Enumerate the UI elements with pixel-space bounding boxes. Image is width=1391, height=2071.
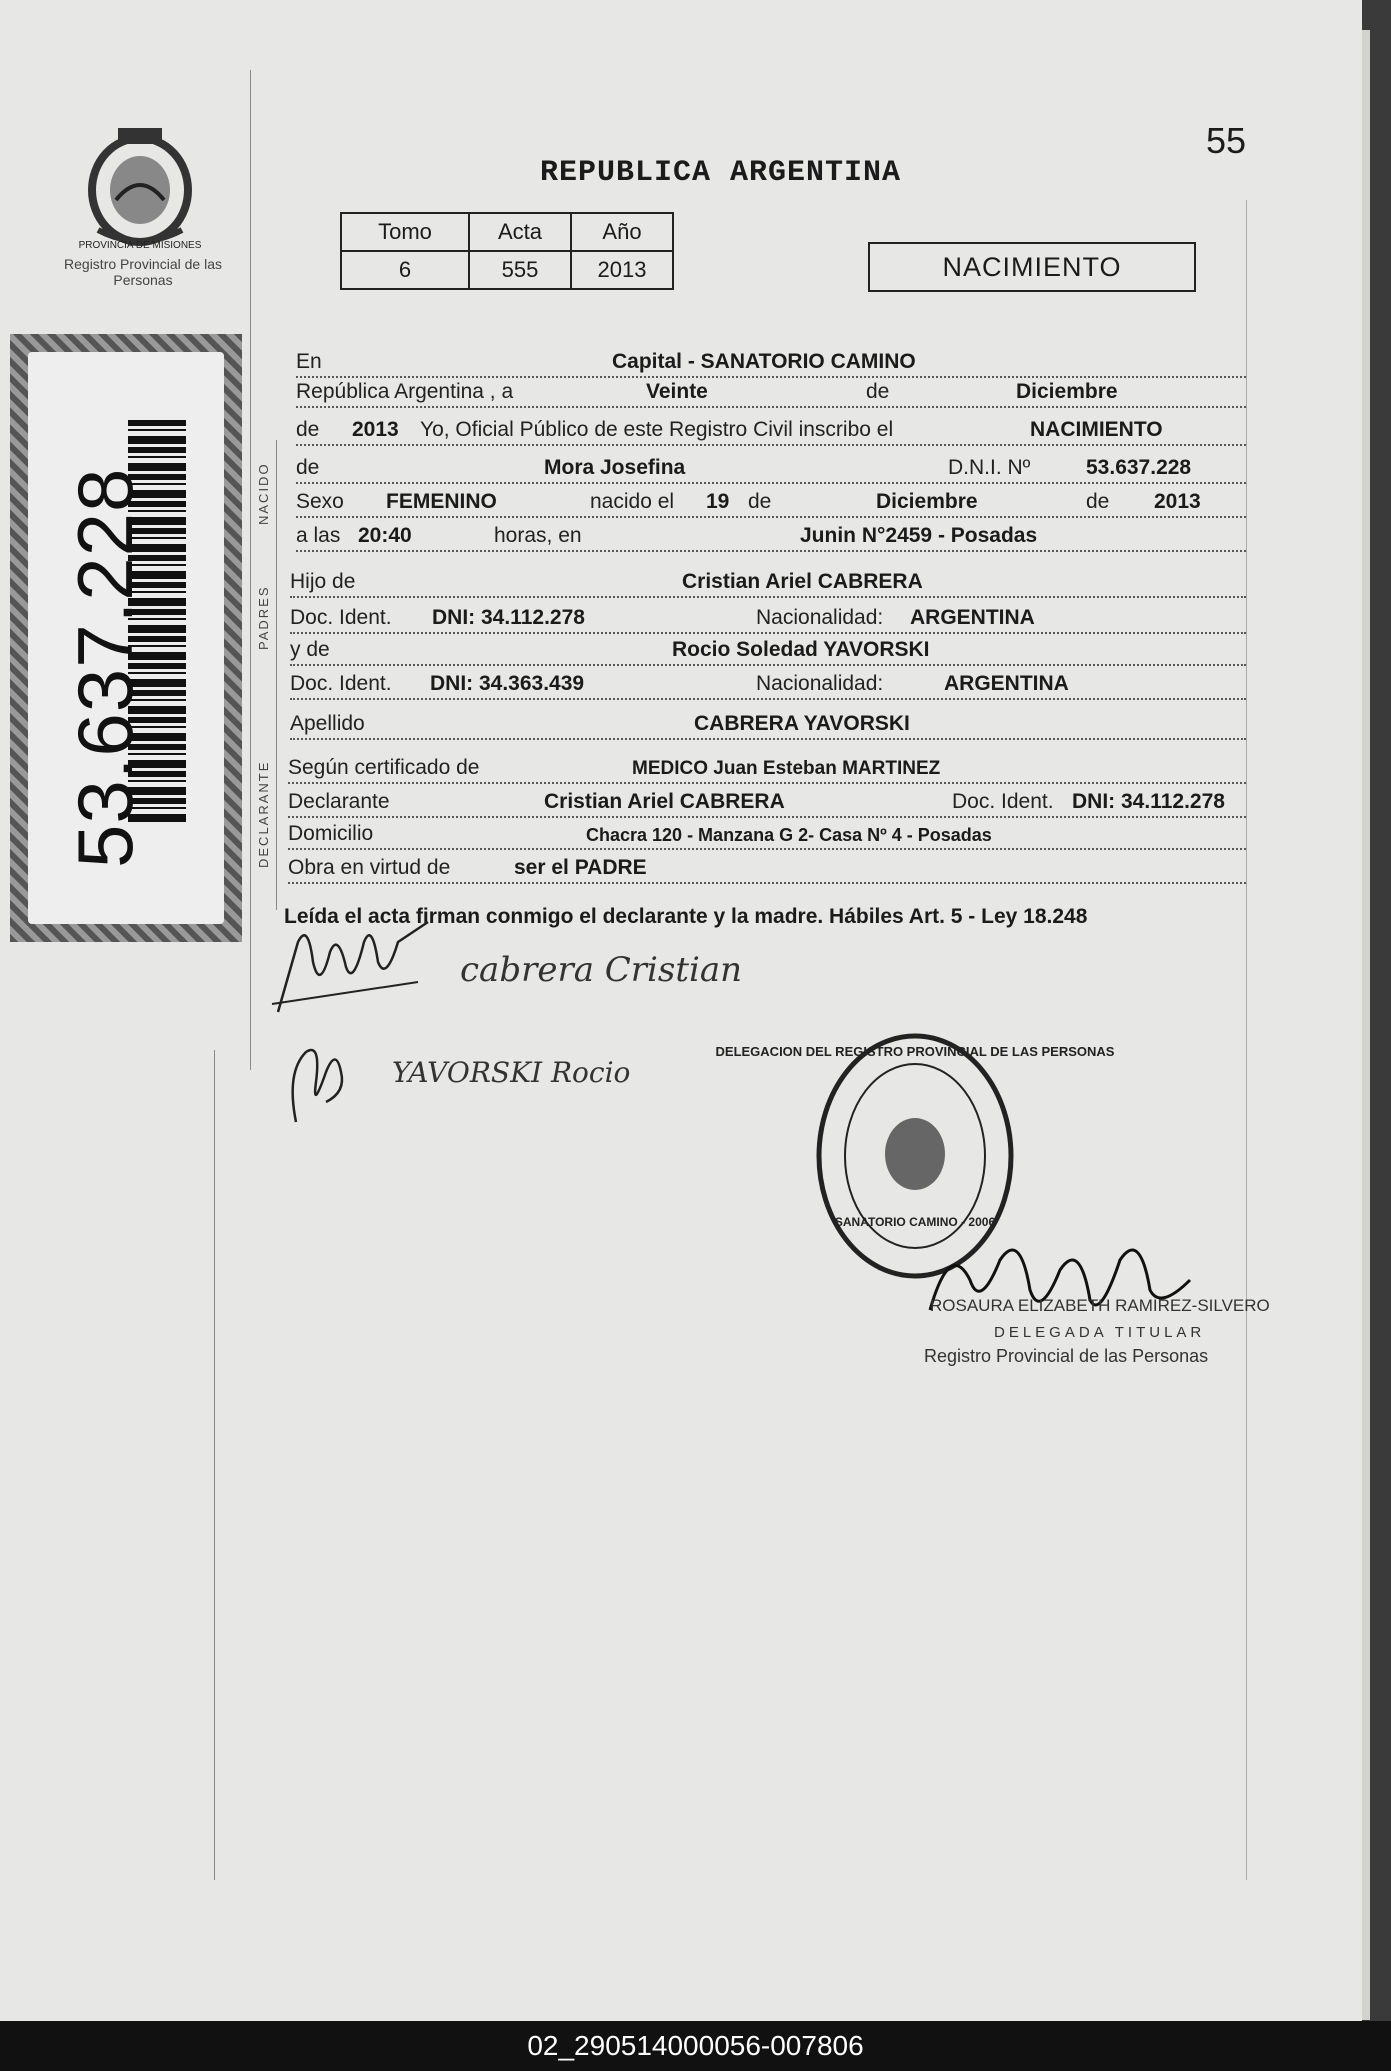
form-line-domicilio [288, 822, 1246, 850]
value-madre: Rocio Soledad YAVORSKI [672, 638, 930, 661]
label-apellido: Apellido [290, 712, 365, 735]
value-domicilio: Chacra 120 - Manzana G 2- Casa Nº 4 - Posadas [586, 825, 992, 845]
value-padre-nac: ARGENTINA [910, 606, 1035, 629]
form-line-fecha [296, 380, 1246, 408]
form-line-obra [288, 856, 1246, 884]
value-nacido-dia: 19 [706, 490, 730, 513]
label-hijo-de: Hijo de [290, 570, 356, 593]
value-nombre: Mora Josefina [544, 456, 686, 479]
value-lugar: Capital - SANATORIO CAMINO [612, 350, 916, 373]
acta-table [340, 212, 674, 290]
label-declarante: Declarante [288, 790, 390, 813]
value-madre-dni: DNI: 34.363.439 [430, 672, 585, 695]
value-declarante: Cristian Ariel CABRERA [544, 790, 785, 813]
father-signature-text: cabrera Cristian [460, 950, 743, 990]
form-line-padre [290, 570, 1246, 598]
table-cell: 2013 [571, 251, 673, 289]
form-line-hora [296, 524, 1246, 552]
label-domicilio: Domicilio [288, 822, 374, 845]
page-edge [1362, 30, 1370, 2020]
section-label-declarante: DECLARANTE [256, 760, 271, 868]
label-a-las: a las [296, 524, 341, 547]
form-line-madre [290, 638, 1246, 666]
form-line-nombre [296, 456, 1246, 484]
value-tipo: NACIMIENTO [1030, 418, 1163, 441]
label-nacionalidad-1: Nacionalidad: [756, 606, 884, 629]
label-nacionalidad-2: Nacionalidad: [756, 672, 884, 695]
form-line-apellido [290, 712, 1246, 740]
svg-text:PROVINCIA DE MISIONES: PROVINCIA DE MISIONES [78, 240, 202, 251]
table-cell: 555 [469, 251, 571, 289]
value-padre-dni: DNI: 34.112.278 [432, 606, 585, 629]
value-padre: Cristian Ariel CABRERA [682, 570, 923, 593]
value-hora: 20:40 [358, 524, 412, 547]
label-yo: Yo, Oficial Público de este Registro Civil inscribo el [420, 418, 894, 441]
left-margin-rule [250, 70, 251, 1070]
form-line-declarante [288, 790, 1246, 818]
svg-text:SANATORIO CAMINO - 2006: SANATORIO CAMINO - 2006 [834, 1215, 996, 1229]
label-y-de: y de [290, 638, 330, 661]
value-nacido-mes: Diciembre [876, 490, 978, 513]
label-de2: de [296, 418, 320, 441]
label-de-nombre: de [296, 456, 320, 479]
value-dia: Veinte [646, 380, 708, 403]
form-line-sexo [296, 490, 1246, 518]
label-doc-ident-1: Doc. Ident. [290, 606, 392, 629]
value-dni: 53.637.228 [1086, 456, 1192, 479]
section-label-nacido: NACIDO [256, 462, 271, 525]
mother-signature [276, 1032, 356, 1132]
value-obra: ser el PADRE [514, 856, 647, 879]
value-lugar-nac: Junin N°2459 - Posadas [800, 524, 1038, 547]
official-role: DELEGADA TITULAR [994, 1324, 1206, 1341]
barcode-number: 53.637.228 [61, 467, 149, 868]
label-de: de [866, 380, 890, 403]
official-org: Registro Provincial de las Personas [924, 1346, 1209, 1366]
mother-signature-text: YAVORSKI Rocio [392, 1056, 631, 1089]
page-number: 55 [1206, 120, 1247, 161]
registry-label: Registro Provincial de las Personas [64, 256, 222, 288]
footer-id: 02_290514000056-007806 [0, 2021, 1391, 2071]
value-sexo: FEMENINO [386, 490, 497, 513]
value-mes: Diciembre [1016, 380, 1118, 403]
label-sexo: Sexo [296, 490, 344, 513]
value-apellido: CABRERA YAVORSKI [694, 712, 910, 735]
form-line-inscribo [296, 418, 1246, 446]
label-horas-en: horas, en [494, 524, 582, 547]
label-de-anio: de [1086, 490, 1110, 513]
province-seal-icon [78, 120, 202, 252]
label-doc-ident-3: Doc. Ident. [952, 790, 1054, 813]
value-nacido-anio: 2013 [1154, 490, 1201, 513]
section-label-padres: PADRES [256, 585, 271, 650]
table-header: Tomo [341, 213, 469, 251]
form-line-padre-doc [290, 606, 1246, 634]
left-margin-rule-lower [214, 1050, 215, 1880]
table-cell: 6 [341, 251, 469, 289]
table-header: Año [571, 213, 673, 251]
label-nacido-el: nacido el [590, 490, 675, 513]
label-en: En [296, 350, 322, 373]
form-line-lugar [296, 350, 1246, 378]
form-line-madre-doc [290, 672, 1246, 700]
page-title: REPUBLICA ARGENTINA [540, 156, 902, 190]
label-republica: República Argentina , a [296, 380, 514, 403]
form-line-certificado [288, 756, 1246, 784]
right-margin-rule [1246, 200, 1247, 1880]
label-de-mes: de [748, 490, 772, 513]
value-madre-nac: ARGENTINA [944, 672, 1069, 695]
closing-statement: Leída el acta firman conmigo el declarante y la madre. Hábiles Art. 5 - Ley 18.248 [284, 905, 1088, 928]
svg-text:DELEGACION DEL REGISTRO PROVIN: DELEGACION DEL REGISTRO PROVINCIAL DE LAS PERSONAS [715, 1044, 1115, 1059]
label-obra: Obra en virtud de [288, 856, 451, 879]
official-signature [920, 1220, 1200, 1340]
value-certificado: MEDICO Juan Esteban MARTINEZ [632, 758, 941, 779]
table-header: Acta [469, 213, 571, 251]
value-declarante-dni: DNI: 34.112.278 [1072, 790, 1225, 813]
father-signature [268, 912, 438, 1022]
value-anio: 2013 [352, 418, 399, 441]
official-name: ROSAURA ELIZABETH RAMIREZ-SILVERO [930, 1296, 1270, 1315]
record-type-box: NACIMIENTO [868, 242, 1196, 292]
section-rule [276, 440, 277, 910]
label-dni: D.N.I. Nº [948, 456, 1031, 479]
label-segun: Según certificado de [288, 756, 480, 779]
label-doc-ident-2: Doc. Ident. [290, 672, 392, 695]
